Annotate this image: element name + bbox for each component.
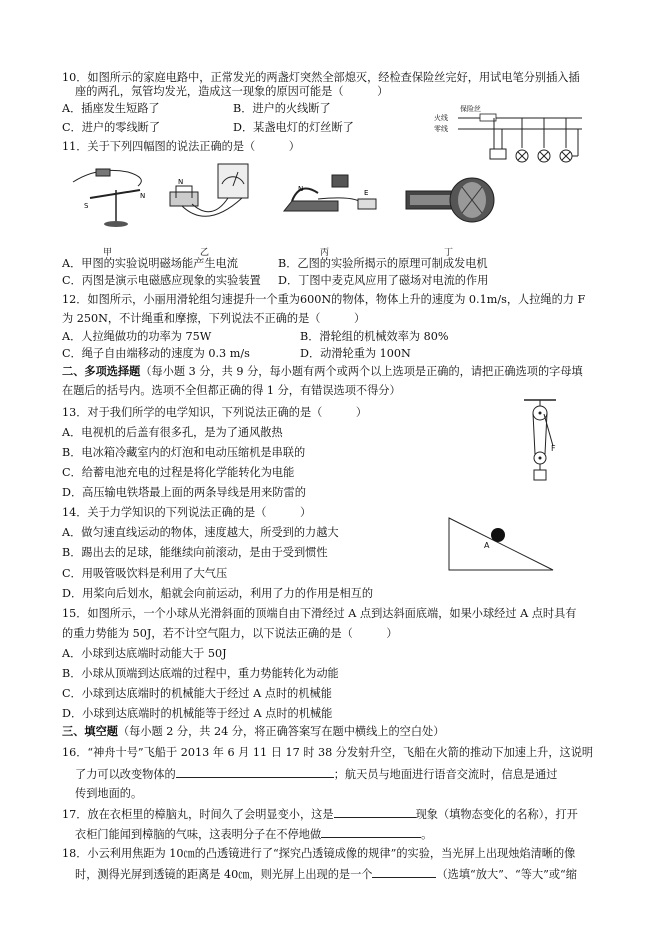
- section2-title: 二、多项选择题: [62, 365, 141, 378]
- q13-option-c: C．给蓄电池充电的过程是将化学能转化为电能: [62, 466, 295, 479]
- q11-option-c: C．丙图是演示电磁感应现象的实验装置: [62, 274, 261, 287]
- q18-text-b: （选填“放大”、“等大”或“缩: [436, 868, 577, 881]
- neutral-wire-label: 零线: [434, 125, 448, 133]
- caption-ding: 丁: [444, 248, 454, 258]
- figure-yi-motor-meter: [162, 160, 262, 232]
- q11-option-a: A．甲图的实验说明磁场能产生电流: [62, 257, 238, 270]
- fuse-label: 保险丝: [460, 105, 481, 113]
- q10-option-b: B．进户的火线断了: [233, 102, 331, 115]
- q15-option-a: A．小球到达底端时动能大于 50J: [62, 647, 227, 660]
- q13-option-b: B．电冰箱冷藏室内的灯泡和电动压缩机是串联的: [62, 446, 306, 459]
- q13-option-d: D．高压输电铁塔最上面的两条导线是用来防雷的: [62, 486, 306, 499]
- q14-option-c: C．用吸管吸饮料是利用了大气压: [62, 567, 228, 580]
- q10-stem-line2: 座的两孔，氖管均发光，造成这一现象的原因可能是（ ）: [75, 85, 389, 98]
- q15-option-c: C．小球到达底端时的机械能大于经过 A 点时的机械能: [62, 687, 332, 700]
- q18-blank-1[interactable]: [372, 866, 436, 878]
- pulley-system-figure: [520, 396, 560, 484]
- incline-point-a-label: A: [484, 541, 490, 550]
- svg-text:N: N: [178, 178, 184, 186]
- q15-stem-line1: 15．如图所示，一个小球从光滑斜面的顶端自由下滑经过 A 点到达斜面底端，如果小球经过 A 点时具有: [62, 607, 577, 620]
- figure-ding-microphone: [400, 175, 500, 225]
- q13-stem: 13．对于我们所学的电学知识，下列说法正确的是（ ）: [62, 406, 368, 419]
- svg-text:N: N: [298, 185, 304, 193]
- q16-text-b: ；航天员与地面进行语音交流时，信息是通过: [333, 768, 558, 781]
- q15-option-d: D．小球到达底端时的机械能等于经过 A 点时的机械能: [62, 707, 333, 720]
- q18-line1: 18．小云利用焦距为 10㎝的凸透镜进行了“探究凸透镜成像的规律”的实验，当光屏上出现烛焰清晰的像: [62, 847, 576, 860]
- q17-text-b: 现象（填物态变化的名称），打开: [415, 808, 578, 821]
- q16-blank-1[interactable]: [176, 766, 334, 778]
- q14-option-d: D．用桨向后划水，船就会向前运动，利用了力的作用是相互的: [62, 587, 374, 600]
- household-circuit-figure: [432, 104, 587, 166]
- q12-stem-line1: 12．如图所示，小丽用滑轮组匀速提升一个重为600N的物体，物体上升的速度为 0.1m/s，人拉绳的力 F: [62, 293, 586, 306]
- q10-option-d: D．某盏电灯的灯丝断了: [233, 121, 354, 134]
- q14-stem: 14．关于力学知识的下列说法正确的是（ ）: [62, 506, 312, 519]
- q11-option-b: B．乙图的实验所揭示的原理可制成发电机: [278, 257, 488, 270]
- q12-option-c: C．绳子自由端移动的速度为 0.3 m/s: [62, 347, 250, 360]
- q14-option-b: B．踢出去的足球，能继续向前滚动，是由于受到惯性: [62, 546, 328, 559]
- q18-line2: [75, 866, 577, 882]
- q17-line1: [62, 806, 578, 822]
- caption-jia: 甲: [103, 248, 113, 258]
- q10-option-a: A．插座发生短路了: [62, 102, 160, 115]
- q17-blank-2[interactable]: [321, 826, 421, 838]
- section2-desc: （每小题 3 分，共 9 分，每小题有两个或两个以上选项是正确的，请把正确选项的字母填: [140, 365, 583, 378]
- q12-option-a: A．人拉绳做功的功率为 75W: [62, 330, 212, 343]
- q16-line2: [75, 766, 557, 782]
- caption-yi: 乙: [200, 248, 210, 258]
- q15-option-b: B．小球从顶端到达底端的过程中，重力势能转化为动能: [62, 667, 339, 680]
- pulley-force-label: F: [551, 444, 556, 453]
- figure-bing-motor-setup: [278, 165, 383, 233]
- caption-bing: 丙: [320, 248, 330, 258]
- q16-text-a: 了力可以改变物体的: [75, 768, 176, 781]
- q10-option-c: C．进户的零线断了: [62, 121, 161, 134]
- q12-option-d: D．动滑轮重为 100N: [300, 347, 411, 360]
- q16-line1: 16．“神舟十号”飞船于 2013 年 6 月 11 日 17 时 38 分发射升空，飞船在火箭的推动下加速上升，这说明: [62, 746, 594, 759]
- section2-header: [62, 364, 583, 379]
- q17-text-c: 衣柜门能闻到樟脑的气味，这表明分子在不停地做: [75, 828, 322, 841]
- q14-option-a: A．做匀速直线运动的物体，速度越大，所受到的力越大: [62, 526, 339, 539]
- svg-text:E: E: [364, 189, 369, 197]
- q17-blank-1[interactable]: [334, 806, 416, 818]
- svg-text:N: N: [140, 192, 146, 200]
- q16-line3: 传到地面的。: [75, 787, 143, 800]
- q17-line2: [75, 826, 432, 842]
- svg-text:S: S: [84, 202, 89, 210]
- q12-stem-line2: 为 250N，不计绳重和摩擦，下列说法不正确的是（ ）: [62, 312, 366, 325]
- q13-option-a: A．电视机的后盖有很多孔，是为了通风散热: [62, 426, 283, 439]
- q11-option-d: D．丁图中麦克风应用了磁场对电流的作用: [278, 274, 489, 287]
- q18-text-a: 时，测得光屏到透镜的距离是 40㎝，则光屏上出现的是一个: [75, 868, 373, 881]
- section3-header: [62, 724, 444, 739]
- q12-option-b: B．滑轮组的机械效率为 80%: [300, 330, 449, 343]
- section2-desc-line2: 在题后的括号内。选项不全但都正确的得 1 分，有错误选项不得分）: [62, 384, 401, 397]
- live-wire-label: 火线: [434, 114, 448, 122]
- section3-desc: （每小题 2 分，共 24 分，将正确答案写在题中横线上的空白处）: [117, 725, 445, 738]
- q10-stem-line1: 10．如图所示的家庭电路中，正常发光的两盏灯突然全部熄灭，经检查保险丝完好，用试电笔分别插入插: [62, 71, 580, 84]
- q17-text-d: 。: [421, 828, 433, 841]
- incline-ball-figure: [447, 514, 557, 572]
- figure-jia-compass-wire: [68, 160, 158, 232]
- q15-stem-line2: 的重力势能为 50J，若不计空气阻力，以下说法正确的是（ ）: [62, 627, 398, 640]
- q11-stem: 11．关于下列四幅图的说法正确的是（ ）: [62, 140, 300, 153]
- q17-text-a: 17．放在衣柜里的樟脑丸，时间久了会明显变小，这是: [62, 808, 334, 821]
- section3-title: 三、填空题: [62, 725, 118, 738]
